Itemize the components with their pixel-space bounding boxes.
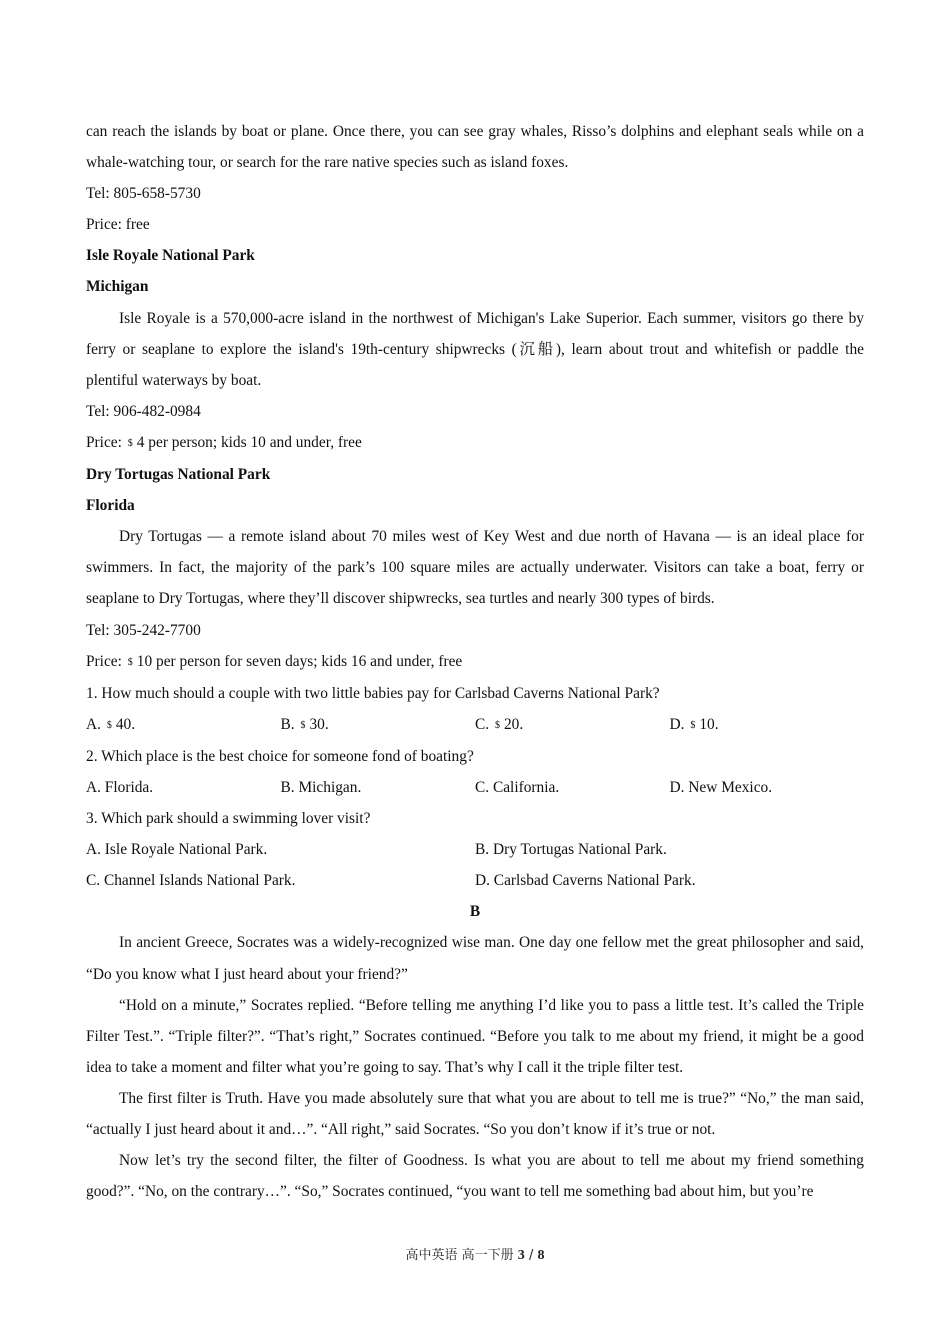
option-c: C. Channel Islands National Park. bbox=[86, 872, 296, 890]
section-b-paragraph-4: Now let’s try the second filter, the filter of Goodness. Is what you are about to tell me about my friend something good?”. “No, on the contrary…”. “So,” Socrates continued, “you want to tell me something bad about him, but you’re bbox=[86, 1152, 864, 1201]
question-1-options bbox=[86, 709, 864, 741]
option-c: C. $ 20. bbox=[475, 715, 524, 733]
intro-paragraph: can reach the islands by boat or plane. Once there, you can see gray whales, Risso’s dolphins and elephant seals while on a whale-watching tour, or search for the rare native species such as island foxes. bbox=[86, 123, 864, 172]
question-1: 1. How much should a couple with two little babies pay for Carlsbad Caverns National Park? bbox=[86, 684, 660, 702]
question-3: 3. Which park should a swimming lover visit? bbox=[86, 810, 371, 828]
footer-separator: / bbox=[528, 1248, 534, 1263]
option-c: C. California. bbox=[475, 778, 560, 796]
option-a: A. $ 40. bbox=[86, 715, 136, 733]
isle-royale-state: Michigan bbox=[86, 278, 149, 296]
dry-tortugas-description: Dry Tortugas — a remote island about 70 miles west of Key West and due north of Havana — is an ideal place for swimmers. In fact, the majority of the park’s 100 square miles are actually underwater. Visitors can take a boat, ferry or seaplane to Dry Tortugas, where they’ll discover shipwrecks, sea turtles and nearly 300 types of birds. bbox=[86, 528, 864, 608]
option-d: D. Carlsbad Caverns National Park. bbox=[475, 872, 696, 890]
dollar-sign: $ bbox=[127, 437, 133, 449]
isle-royale-tel: Tel: 906-482-0984 bbox=[86, 402, 201, 420]
question-2-options bbox=[86, 772, 864, 803]
dry-tortugas-title: Dry Tortugas National Park bbox=[86, 466, 271, 484]
question-3-options-row-1 bbox=[86, 834, 864, 865]
page-footer bbox=[0, 1244, 950, 1264]
section-b-paragraph-3: The first filter is Truth. Have you made absolutely sure that what you are about to tell me is true?” “No,” the man said, “actually I just heard about it and…”. “All right,” said Socrates. “So you don’t know if it’s true or not. bbox=[86, 1089, 864, 1138]
isle-royale-price bbox=[86, 427, 864, 459]
option-d: D. New Mexico. bbox=[669, 778, 773, 796]
intro-tel: Tel: 805-658-5730 bbox=[86, 185, 201, 203]
dry-tortugas-tel: Tel: 305-242-7700 bbox=[86, 621, 201, 639]
isle-royale-description: Isle Royale is a 570,000-acre island in the northwest of Michigan's Lake Superior. Each summer, visitors go there by ferry or seaplane to explore the island's 19th-century shipwrecks (沉船), learn about trout and whitefish or paddle the plentiful waterways by boat. bbox=[86, 309, 864, 389]
dry-tortugas-price bbox=[86, 646, 864, 678]
price-detail: 10 per person for seven days; kids 16 and under, free bbox=[136, 652, 463, 670]
question-2: 2. Which place is the best choice for someone fond of boating? bbox=[86, 747, 474, 765]
footer-page-number: 3 bbox=[517, 1248, 525, 1263]
option-b: B. Dry Tortugas National Park. bbox=[475, 841, 667, 859]
option-a: A. Isle Royale National Park. bbox=[86, 841, 268, 859]
footer-subject: 高中英语 高一下册 bbox=[405, 1248, 514, 1263]
isle-royale-title: Isle Royale National Park bbox=[86, 247, 255, 265]
dollar-sign: $ bbox=[127, 656, 133, 668]
section-b-heading: B bbox=[469, 903, 481, 921]
section-b-paragraph-1: In ancient Greece, Socrates was a widely-recognized wise man. One day one fellow met the great philosopher and said, “Do you know what I just heard about your friend?” bbox=[86, 934, 864, 983]
price-label: Price: bbox=[86, 652, 122, 670]
dry-tortugas-state: Florida bbox=[86, 497, 135, 515]
footer-total-pages: 8 bbox=[537, 1248, 545, 1263]
intro-price: Price: free bbox=[86, 216, 150, 234]
section-b-paragraph-2: “Hold on a minute,” Socrates replied. “Before telling me anything I’d like you to pass a little test. It’s called the Triple Filter Test.”. “Triple filter?”. “That’s right,” Socrates continued. “Before you talk to me about my friend, it might be a good idea to take a moment and filter what you’re going to say. That’s why I call it the triple filter test. bbox=[86, 996, 864, 1076]
price-label: Price: bbox=[86, 433, 122, 451]
option-d: D. $ 10. bbox=[669, 715, 719, 733]
option-b: B. $ 30. bbox=[280, 715, 329, 733]
option-a: A. Florida. bbox=[86, 778, 154, 796]
question-3-options-row-2 bbox=[86, 865, 864, 896]
price-detail: 4 per person; kids 10 and under, free bbox=[136, 433, 362, 451]
option-b: B. Michigan. bbox=[280, 778, 362, 796]
document-page bbox=[86, 116, 864, 1207]
